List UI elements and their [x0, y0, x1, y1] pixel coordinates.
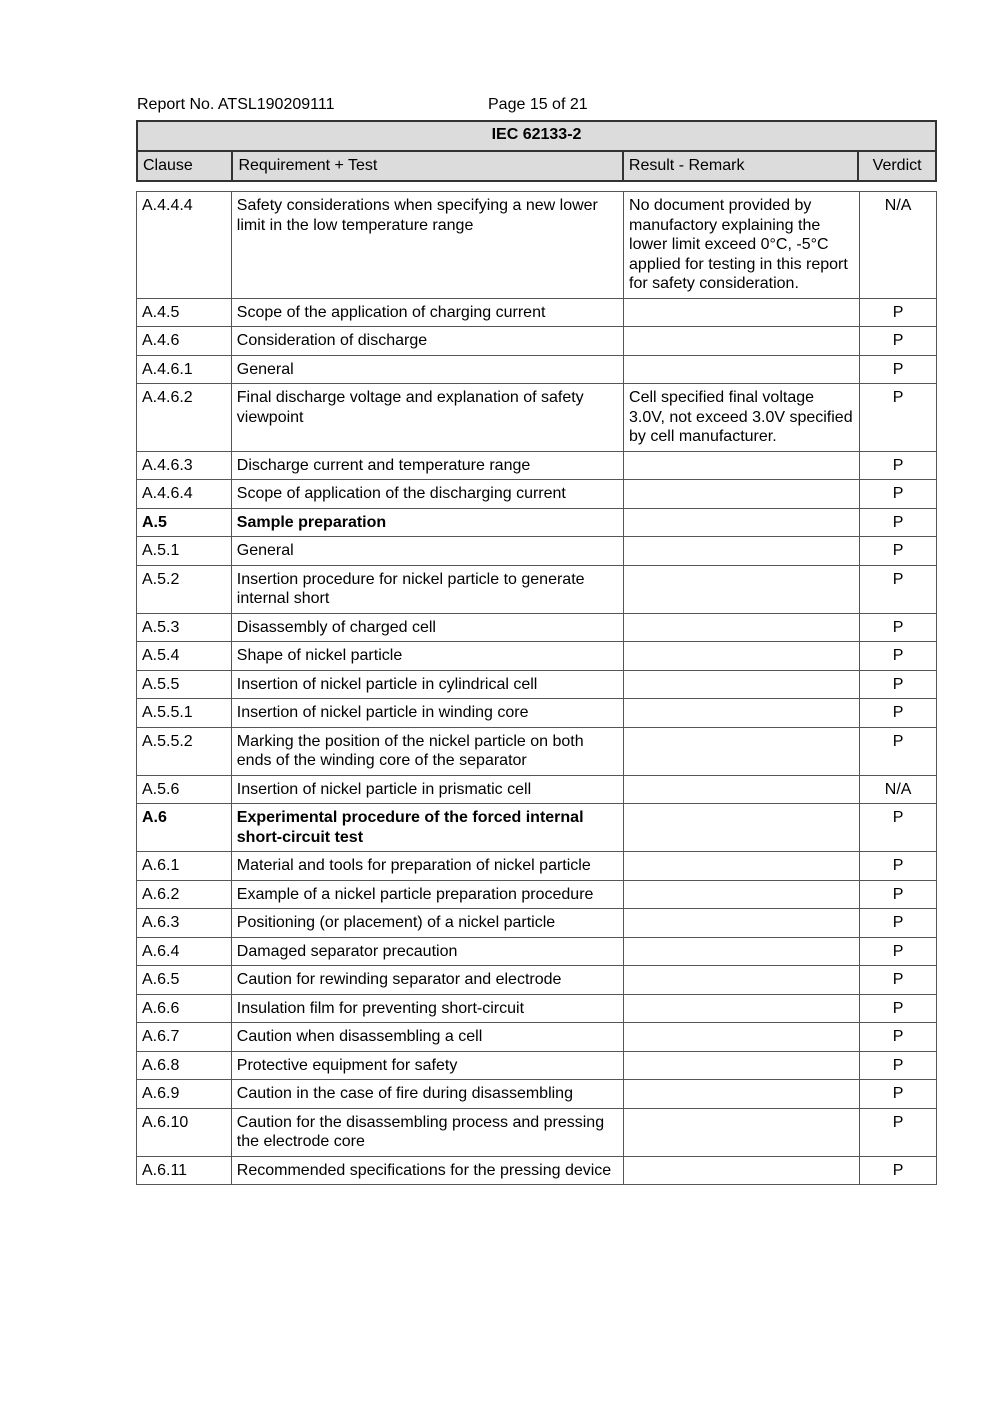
- table-row: [137, 613, 937, 642]
- clause-cell: A.4.6.3: [137, 451, 232, 480]
- requirement-cell: Positioning (or placement) of a nickel particle: [231, 909, 623, 938]
- requirement-cell: Insertion of nickel particle in winding core: [231, 699, 623, 728]
- table-row: [137, 384, 937, 452]
- table-row: [137, 327, 937, 356]
- verdict-cell: P: [860, 880, 937, 909]
- requirement-cell: Caution for the disassembling process and pressing the electrode core: [231, 1108, 623, 1156]
- table-row: [137, 909, 937, 938]
- requirement-cell: General: [231, 537, 623, 566]
- requirement-cell: Insertion of nickel particle in cylindrical cell: [231, 670, 623, 699]
- requirement-cell: Final discharge voltage and explanation of safety viewpoint: [231, 384, 623, 452]
- remark-cell: [624, 1108, 860, 1156]
- table-title: IEC 62133-2: [137, 121, 936, 151]
- requirement-cell: Caution for rewinding separator and electrode: [231, 966, 623, 995]
- remark-cell: [624, 775, 860, 804]
- table-row: [137, 670, 937, 699]
- remark-cell: Cell specified final voltage 3.0V, not exceed 3.0V specified by cell manufacturer.: [624, 384, 860, 452]
- verdict-cell: P: [860, 1051, 937, 1080]
- table-row: [137, 1108, 937, 1156]
- clause-cell: A.6.9: [137, 1080, 232, 1109]
- remark-cell: [624, 994, 860, 1023]
- clause-cell: A.5.6: [137, 775, 232, 804]
- table-header: [136, 120, 937, 182]
- verdict-cell: P: [860, 670, 937, 699]
- page-number: Page 15 of 21: [488, 96, 588, 113]
- verdict-cell: N/A: [860, 192, 937, 299]
- table-row: [137, 537, 937, 566]
- table-row: [137, 565, 937, 613]
- clause-cell: A.6: [137, 804, 232, 852]
- verdict-cell: P: [860, 909, 937, 938]
- requirement-cell: Caution when disassembling a cell: [231, 1023, 623, 1052]
- clause-cell: A.6.11: [137, 1156, 232, 1185]
- table-row: [137, 508, 937, 537]
- clause-cell: A.4.6.2: [137, 384, 232, 452]
- column-header: Clause: [137, 151, 232, 181]
- clause-cell: A.5.3: [137, 613, 232, 642]
- remark-cell: [624, 480, 860, 509]
- requirement-cell: Scope of the application of charging current: [231, 298, 623, 327]
- clause-cell: A.4.6.4: [137, 480, 232, 509]
- verdict-cell: P: [860, 537, 937, 566]
- verdict-cell: P: [860, 852, 937, 881]
- clause-cell: A.6.3: [137, 909, 232, 938]
- clause-cell: A.5: [137, 508, 232, 537]
- verdict-cell: P: [860, 642, 937, 671]
- verdict-cell: P: [860, 384, 937, 452]
- remark-cell: [624, 642, 860, 671]
- requirement-cell: Marking the position of the nickel particle on both ends of the winding core of the separator: [231, 727, 623, 775]
- clause-cell: A.4.5: [137, 298, 232, 327]
- verdict-cell: P: [860, 480, 937, 509]
- remark-cell: [624, 699, 860, 728]
- table-row: [137, 937, 937, 966]
- table-row: [137, 727, 937, 775]
- remark-cell: [624, 909, 860, 938]
- remark-cell: [624, 327, 860, 356]
- remark-cell: [624, 565, 860, 613]
- requirement-cell: Damaged separator precaution: [231, 937, 623, 966]
- requirement-cell: Recommended specifications for the pressing device: [231, 1156, 623, 1185]
- table-row: [137, 480, 937, 509]
- verdict-cell: P: [860, 613, 937, 642]
- verdict-cell: P: [860, 966, 937, 995]
- requirement-cell: Shape of nickel particle: [231, 642, 623, 671]
- remark-cell: [624, 727, 860, 775]
- remark-cell: [624, 1156, 860, 1185]
- table-row: [137, 966, 937, 995]
- verdict-cell: P: [860, 1080, 937, 1109]
- clause-cell: A.5.1: [137, 537, 232, 566]
- remark-cell: [624, 1023, 860, 1052]
- requirement-cell: Disassembly of charged cell: [231, 613, 623, 642]
- verdict-cell: P: [860, 298, 937, 327]
- verdict-cell: P: [860, 1023, 937, 1052]
- table-row: [137, 880, 937, 909]
- remark-cell: [624, 670, 860, 699]
- table-row: [137, 451, 937, 480]
- requirement-cell: Sample preparation: [231, 508, 623, 537]
- verdict-cell: P: [860, 727, 937, 775]
- requirement-cell: Example of a nickel particle preparation procedure: [231, 880, 623, 909]
- table-row: [137, 994, 937, 1023]
- remark-cell: [624, 880, 860, 909]
- verdict-cell: N/A: [860, 775, 937, 804]
- column-header: Requirement + Test: [232, 151, 622, 181]
- remark-cell: [624, 298, 860, 327]
- verdict-cell: P: [860, 355, 937, 384]
- requirement-cell: Insertion of nickel particle in prismatic cell: [231, 775, 623, 804]
- clause-cell: A.6.2: [137, 880, 232, 909]
- verdict-cell: P: [860, 508, 937, 537]
- clause-cell: A.6.7: [137, 1023, 232, 1052]
- table-row: [137, 355, 937, 384]
- clause-cell: A.5.5.2: [137, 727, 232, 775]
- requirement-cell: Discharge current and temperature range: [231, 451, 623, 480]
- requirement-cell: General: [231, 355, 623, 384]
- verdict-cell: P: [860, 699, 937, 728]
- requirement-cell: Protective equipment for safety: [231, 1051, 623, 1080]
- clause-cell: A.4.6.1: [137, 355, 232, 384]
- clause-cell: A.5.5: [137, 670, 232, 699]
- requirement-cell: Scope of application of the discharging current: [231, 480, 623, 509]
- clause-cell: A.5.5.1: [137, 699, 232, 728]
- remark-cell: [624, 508, 860, 537]
- clause-cell: A.5.2: [137, 565, 232, 613]
- table-row: [137, 775, 937, 804]
- remark-cell: [624, 613, 860, 642]
- table-row: [137, 298, 937, 327]
- table-row: [137, 1051, 937, 1080]
- table-row: [137, 642, 937, 671]
- clause-cell: A.4.4.4: [137, 192, 232, 299]
- column-header: Verdict: [858, 151, 936, 181]
- remark-cell: [624, 1080, 860, 1109]
- remark-cell: [624, 966, 860, 995]
- table-row: [137, 192, 937, 299]
- requirement-cell: Insertion procedure for nickel particle to generate internal short: [231, 565, 623, 613]
- remark-cell: [624, 804, 860, 852]
- clause-cell: A.6.1: [137, 852, 232, 881]
- verdict-cell: P: [860, 804, 937, 852]
- remark-cell: [624, 852, 860, 881]
- verdict-cell: P: [860, 994, 937, 1023]
- verdict-cell: P: [860, 1156, 937, 1185]
- clause-cell: A.4.6: [137, 327, 232, 356]
- requirement-cell: Material and tools for preparation of nickel particle: [231, 852, 623, 881]
- table-row: [137, 1156, 937, 1185]
- table-row: [137, 852, 937, 881]
- verdict-cell: P: [860, 1108, 937, 1156]
- clause-cell: A.6.4: [137, 937, 232, 966]
- requirement-cell: Insulation film for preventing short-circuit: [231, 994, 623, 1023]
- table-row: [137, 1080, 937, 1109]
- requirement-cell: Experimental procedure of the forced internal short-circuit test: [231, 804, 623, 852]
- clause-cell: A.6.5: [137, 966, 232, 995]
- requirement-cell: Caution in the case of fire during disassembling: [231, 1080, 623, 1109]
- requirement-cell: Safety considerations when specifying a new lower limit in the low temperature range: [231, 192, 623, 299]
- clause-cell: A.5.4: [137, 642, 232, 671]
- table-row: [137, 804, 937, 852]
- remark-cell: [624, 355, 860, 384]
- requirement-cell: Consideration of discharge: [231, 327, 623, 356]
- report-number: Report No. ATSL190209111: [137, 96, 335, 113]
- clause-cell: A.6.6: [137, 994, 232, 1023]
- remark-cell: [624, 451, 860, 480]
- column-header: Result - Remark: [623, 151, 858, 181]
- clause-table: [136, 191, 937, 1185]
- clause-cell: A.6.10: [137, 1108, 232, 1156]
- verdict-cell: P: [860, 937, 937, 966]
- remark-cell: No document provided by manufactory explaining the lower limit exceed 0°C, -5°C applied for testing in this report for safety consideration.: [624, 192, 860, 299]
- remark-cell: [624, 537, 860, 566]
- table-row: [137, 699, 937, 728]
- verdict-cell: P: [860, 565, 937, 613]
- remark-cell: [624, 937, 860, 966]
- clause-cell: A.6.8: [137, 1051, 232, 1080]
- remark-cell: [624, 1051, 860, 1080]
- table-row: [137, 1023, 937, 1052]
- verdict-cell: P: [860, 451, 937, 480]
- verdict-cell: P: [860, 327, 937, 356]
